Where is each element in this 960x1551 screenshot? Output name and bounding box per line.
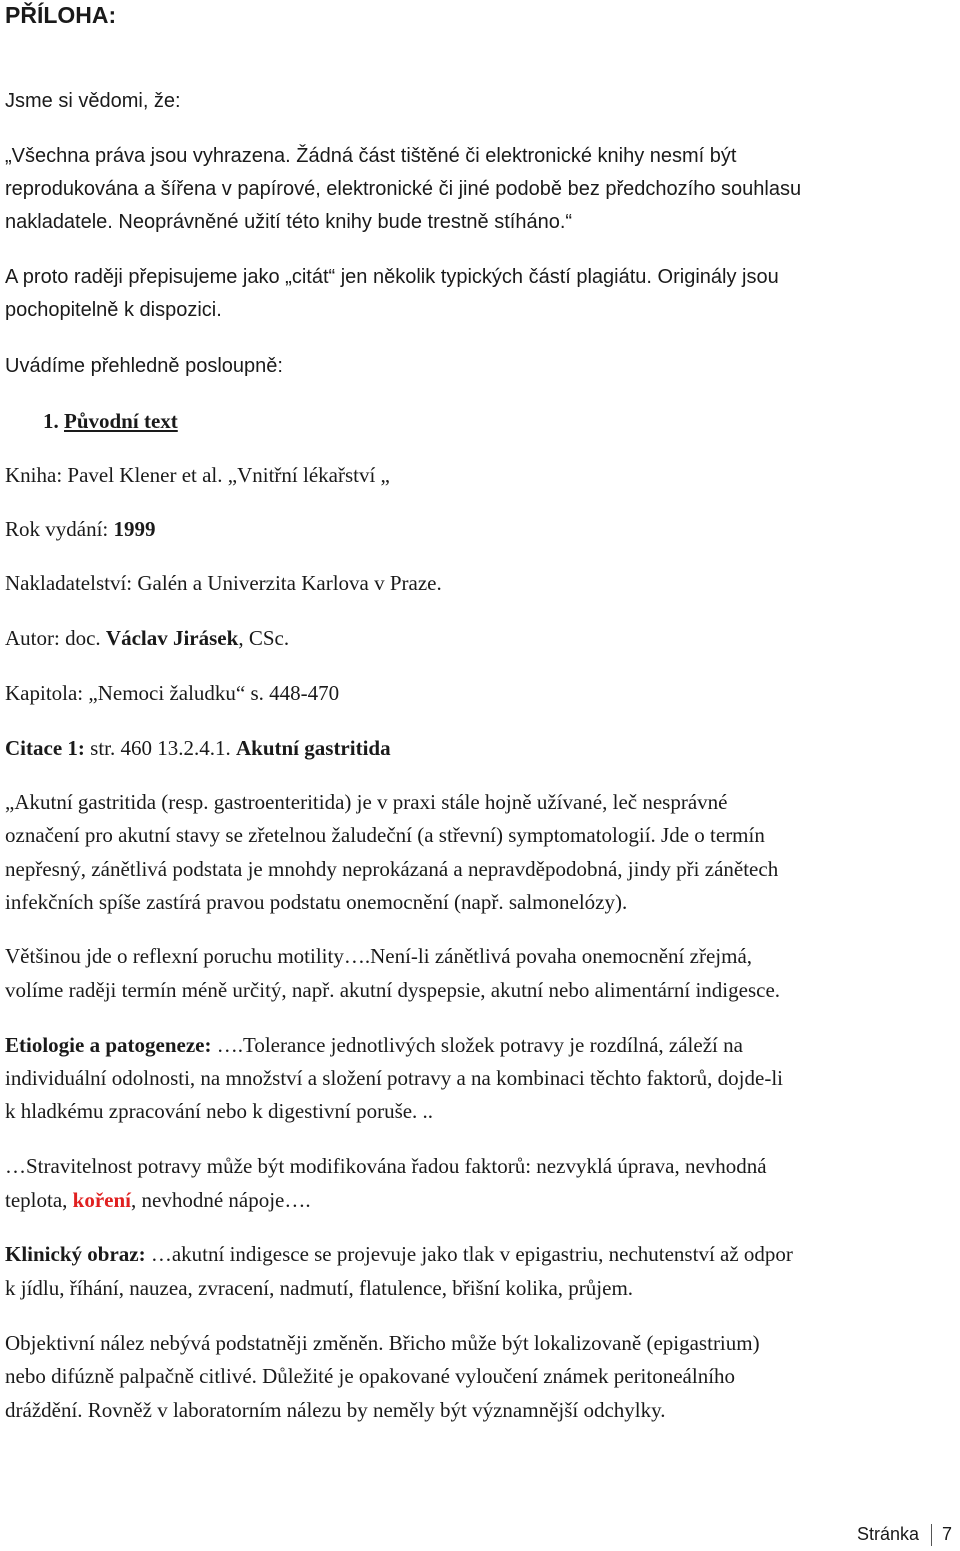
body-line: dráždění. Rovněž v laboratorním nálezu by neměly být významnější odchylky. xyxy=(5,1398,666,1422)
section-title: Původní text xyxy=(64,409,178,433)
page-footer xyxy=(857,1520,952,1548)
copyright-line-1: „Všechna práva jsou vyhrazena. Žádná část tištěné či elektronické knihy nesmí být xyxy=(5,145,737,167)
spice-post: , nevhodné nápoje…. xyxy=(131,1188,311,1212)
body-line: k jídlu, říhání, nauzea, zvracení, nadmutí, flatulence, břišní kolika, průjem. xyxy=(5,1276,634,1300)
author-prefix: Autor: doc. xyxy=(5,626,106,650)
etiology-label: Etiologie a patogeneze: xyxy=(5,1033,212,1057)
body-line: k hladkému zpracování nebo k digestivní poruše. .. xyxy=(5,1099,434,1123)
author-line xyxy=(5,621,289,655)
citation-ref: str. 460 13.2.4.1. xyxy=(84,736,236,760)
book-label: Kniha: Pavel Klener et al. xyxy=(5,463,223,487)
purpose-line-1: A proto raději přepisujeme jako „citát“ jen několik typických částí plagiátu. Originály jsou xyxy=(5,266,779,288)
body-line: označení pro akutní stavy se zřetelnou žaludeční (a střevní) symptomatologií. Jde o termín xyxy=(5,823,765,847)
book-line xyxy=(5,458,390,492)
author-name: Václav Jirásek xyxy=(105,626,239,650)
footer-divider xyxy=(931,1524,932,1546)
clinical-text: …akutní indigesce se projevuje jako tlak v epigastriu, nechutenství až odpor xyxy=(145,1242,793,1266)
body-line: volíme raději termín méně určitý, např. akutní dyspepsie, akutní nebo alimentární indigesce. xyxy=(5,978,781,1002)
highlighted-word: koření xyxy=(72,1188,131,1212)
body-line: infekčních spíše zastírá pravou podstatu onemocnění (např. salmonelózy). xyxy=(5,890,628,914)
year-line xyxy=(5,512,156,546)
order-line: Uvádíme přehledně posloupně: xyxy=(5,355,283,377)
spice-line xyxy=(5,1183,311,1217)
author-suffix: , CSc. xyxy=(238,626,290,650)
body-line: …Stravitelnost potravy může být modifikována řadou faktorů: nezvyklá úprava, nevhodná xyxy=(5,1154,767,1178)
year-label: Rok vydání: xyxy=(5,517,114,541)
etiology-line xyxy=(5,1028,743,1062)
book-title: „Vnitřní lékařství „ xyxy=(222,463,390,487)
copyright-line-2: reprodukována a šířena v papírové, elektronické či jiné podobě bez předchozího souhlasu xyxy=(5,178,802,200)
body-line: nebo difúzně palpačně citlivé. Důležité je opakované vyloučení známek peritoneálního xyxy=(5,1364,736,1388)
copyright-line-3: nakladatele. Neoprávněné užití této knihy bude trestně stíháno.“ xyxy=(5,211,573,233)
intro-line: Jsme si vědomi, že: xyxy=(5,90,181,112)
clinical-label: Klinický obraz: xyxy=(5,1242,146,1266)
section-heading xyxy=(43,404,178,438)
citation-title: Akutní gastritida xyxy=(235,736,391,760)
citation-label: Citace 1: xyxy=(5,736,85,760)
page-heading: PŘÍLOHA: xyxy=(5,2,117,28)
body-line: Objektivní nález nebývá podstatněji změněn. Břicho může být lokalizovaně (epigastrium) xyxy=(5,1331,760,1355)
etiology-text: ….Tolerance jednotlivých složek potravy je rozdílná, záleží na xyxy=(211,1033,743,1057)
citation-line xyxy=(5,731,391,765)
footer-label: Stránka xyxy=(856,1524,919,1544)
spice-pre: teplota, xyxy=(5,1188,73,1212)
purpose-line-2: pochopitelně k dispozici. xyxy=(5,299,222,321)
body-line: Většinou jde o reflexní poruchu motility….Není-li zánětlivá povaha onemocnění zřejmá, xyxy=(5,944,753,968)
page-number: 7 xyxy=(941,1524,952,1544)
section-number: 1. xyxy=(43,409,59,433)
chapter-line: Kapitola: „Nemoci žaludku“ s. 448-470 xyxy=(5,681,340,705)
body-line: individuální odolnosti, na množství a složení potravy a na kombinaci těchto faktorů, dojde-li xyxy=(5,1066,783,1090)
year-value: 1999 xyxy=(113,517,156,541)
body-line: „Akutní gastritida (resp. gastroenteritida) je v praxi stále hojně užívané, leč nesprávné xyxy=(5,790,728,814)
clinical-line xyxy=(5,1237,793,1271)
body-line: nepřesný, zánětlivá podstata je mnohdy neprokázaná a nepravděpodobná, jindy při zánětech xyxy=(5,857,779,881)
publisher-line: Nakladatelství: Galén a Univerzita Karlova v Praze. xyxy=(5,571,442,595)
